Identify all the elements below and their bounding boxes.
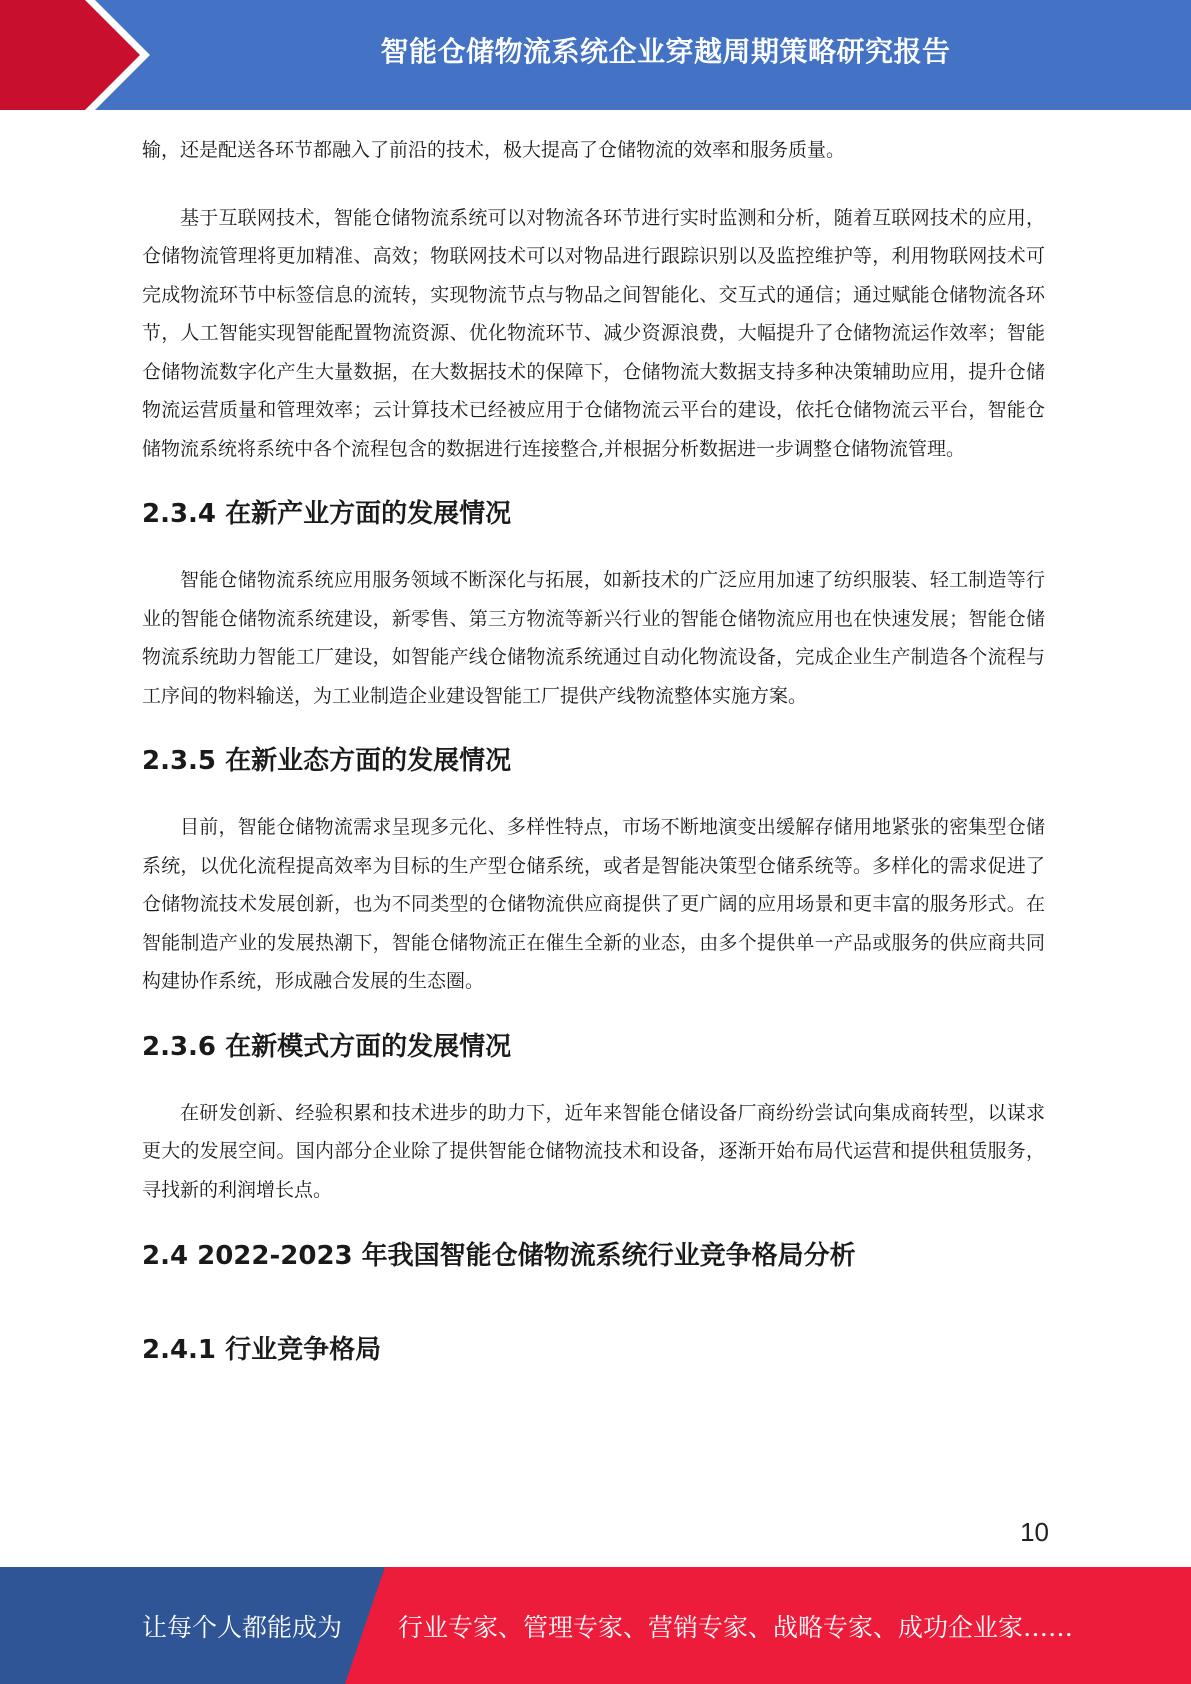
paragraph-new-industry: 智能仓储物流系统应用服务领域不断深化与拓展，如新技术的广泛应用加速了纺织服装、轻工制造等行业的智能仓储物流系统建设，新零售、第三方物流等新兴行业的智能仓储物流应用也在快速发展；智能仓储物流系统助力智能工厂建设，如智能产线仓储物流系统通过自动化物流设备，完成企业生产制造各个流程与工序间的物料输送，为工业制造企业建设智能工厂提供产线物流整体实施方案。 (142, 569, 1045, 707)
page-header (0, 0, 1191, 110)
paragraph-internet-technology: 基于互联网技术，智能仓储物流系统可以对物流各环节进行实时监测和分析，随着互联网技术的应用，仓储物流管理将更加精准、高效；物联网技术可以对物品进行跟踪识别以及监控维护等，利用物联网技术可完成物流环节中标签信息的流转，实现物流节点与物品之间智能化、交互式的通信；通过赋能仓储物流各环节，人工智能实现智能配置物流资源、优化物流环节、减少资源浪费，大幅提升了仓储物流运作效率；智能仓储物流数字化产生大量数据，在大数据技术的保障下，仓储物流大数据支持多种决策辅助应用，提升仓储物流运营质量和管理效率；云计算技术已经被应用于仓储物流云平台的建设，依托仓储物流云平台，智能仓储物流系统将系统中各个流程包含的数据进行连接整合,并根据分析数据进一步调整仓储物流管理。 (142, 206, 1045, 460)
footer-slogan-right: 行业专家、管理专家、营销专家、战略专家、成功企业家…… (398, 1612, 1074, 1642)
main-content (142, 131, 1045, 1368)
paragraph-continued: 输，还是配送各环节都融入了前沿的技术，极大提高了仓储物流的效率和服务质量。 (142, 139, 846, 161)
paragraph-new-business-format: 目前，智能仓储物流需求呈现多元化、多样性特点，市场不断地演变出缓解存储用地紧张的密集型仓储系统，以优化流程提高效率为目标的生产型仓储系统，或者是智能决策型仓储系统等。多样化的需求促进了仓储物流技术发展创新，也为不同类型的仓储物流供应商提供了更广阔的应用场景和更丰富的服务形式。在智能制造产业的发展热潮下，智能仓储物流正在催生全新的业态，由多个提供单一产品或服务的供应商共同构建协作系统，形成融合发展的生态圈。 (142, 816, 1045, 992)
page-number: 10 (1020, 1517, 1049, 1547)
footer-slogan-left: 让每个人都能成为 (142, 1612, 343, 1642)
section-heading-2-4: 2.4 2022-2023 年我国智能仓储物流系统行业竞争格局分析 (142, 1241, 856, 1271)
page-footer (0, 1567, 1191, 1684)
section-heading-2-3-4: 2.3.4 在新产业方面的发展情况 (142, 499, 512, 529)
paragraph-new-model: 在研发创新、经验积累和技术进步的助力下，近年来智能仓储设备厂商纷纷尝试向集成商转型，以谋求更大的发展空间。国内部分企业除了提供智能仓储物流技术和设备，逐渐开始布局代运营和提供租赁服务，寻找新的利润增长点。 (142, 1101, 1045, 1201)
section-heading-2-3-5: 2.3.5 在新业态方面的发展情况 (142, 746, 512, 776)
section-heading-2-4-1: 2.4.1 行业竞争格局 (142, 1335, 382, 1365)
header-title: 智能仓储物流系统企业穿越周期策略研究报告 (380, 35, 951, 68)
section-heading-2-3-6: 2.3.6 在新模式方面的发展情况 (142, 1031, 512, 1062)
